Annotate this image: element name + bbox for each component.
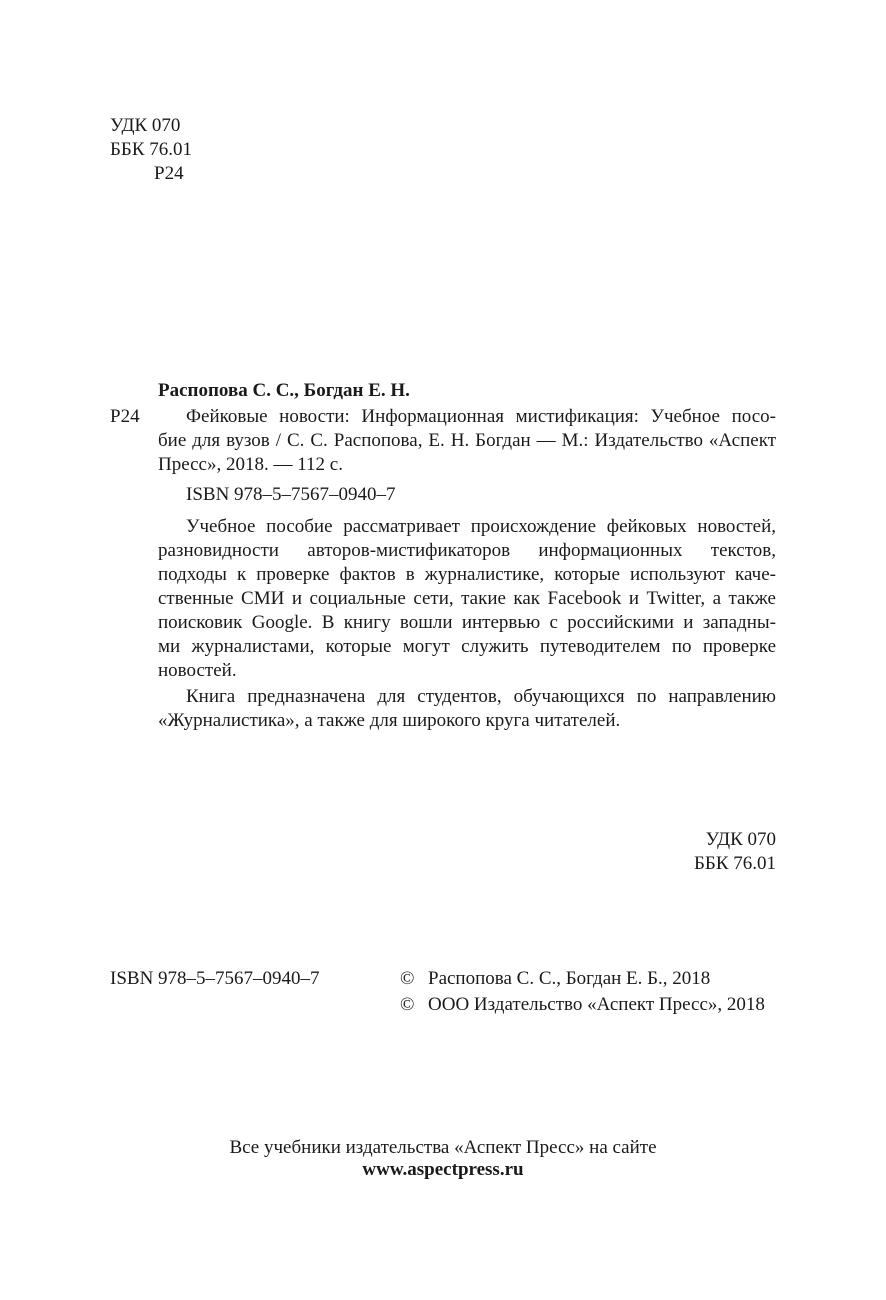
bbk-code-top: ББК 76.01: [110, 139, 192, 160]
annotation-line: Книга предназначена для студентов, обучающихся по направлению: [186, 686, 776, 707]
record-author-mark: Р24: [110, 406, 140, 427]
footer-url[interactable]: www.aspectpress.ru: [362, 1159, 524, 1180]
annotation-line: «Журналистика», а также для широкого круга читателей.: [158, 710, 621, 731]
record-desc-line: бие для вузов / С. С. Распопова, Е. Н. Богдан — М.: Издательство «Аспект: [158, 430, 776, 451]
udk-code-top: УДК 070: [110, 115, 181, 136]
footer-text: Все учебники издательства «Аспект Пресс» на сайте: [229, 1137, 657, 1158]
copyright-authors: Распопова С. С., Богдан Е. Б., 2018: [428, 968, 711, 989]
annotation-line: поисковик Google. В книгу вошли интервью с российскими и западны-: [158, 612, 776, 633]
copyright-symbol: ©: [400, 994, 415, 1015]
annotation-line: разновидности авторов-мистификаторов информационных текстов,: [158, 540, 776, 561]
record-desc-line: Фейковые новости: Информационная мистификация: Учебное посо-: [186, 406, 776, 427]
annotation-line: Учебное пособие рассматривает происхождение фейковых новостей,: [186, 516, 776, 537]
isbn-bottom: ISBN 978–5–7567–0940–7: [110, 968, 320, 989]
annotation-line: ственные СМИ и социальные сети, такие как Facebook и Twitter, а также: [158, 588, 776, 609]
udk-code-bottom: УДК 070: [705, 829, 776, 850]
record-heading: Распопова С. С., Богдан Е. Н.: [158, 380, 410, 401]
annotation-line: подходы к проверке фактов в журналистике, которые используют каче-: [158, 564, 776, 585]
annotation-line: ми журналистами, которые могут служить путеводителем по проверке: [158, 636, 776, 657]
author-mark-top: Р24: [154, 163, 184, 184]
bbk-code-bottom: ББК 76.01: [694, 853, 776, 874]
annotation-line: новостей.: [158, 660, 237, 681]
record-isbn: ISBN 978–5–7567–0940–7: [186, 484, 396, 505]
copyright-publisher: ООО Издательство «Аспект Пресс», 2018: [428, 994, 765, 1015]
copyright-symbol: ©: [400, 968, 415, 989]
record-desc-line: Пресс», 2018. — 112 с.: [158, 454, 343, 475]
